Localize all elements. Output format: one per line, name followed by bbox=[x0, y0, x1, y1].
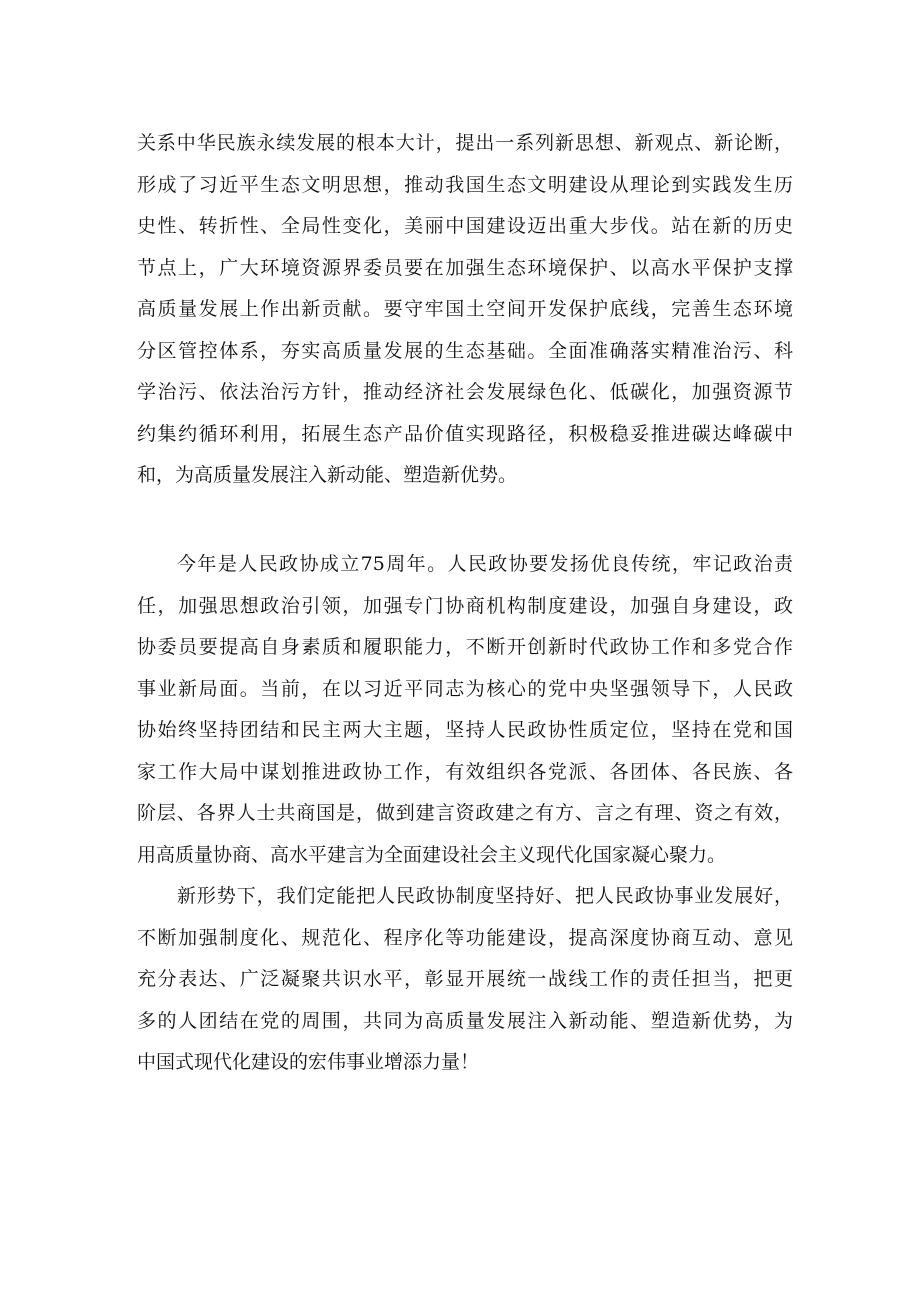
paragraph-2-line-4: 事业新局面。当前，在以习近平同志为核心的党中央坚强领导下，人民政 bbox=[137, 678, 793, 700]
paragraph-1-line-2: 形成了习近平生态文明思想，推动我国生态文明建设从理论到实践发生历 bbox=[137, 174, 793, 196]
paragraph-1-line-7: 学治污、依法治污方针，推动经济社会发展绿色化、低碳化，加强资源节 bbox=[137, 381, 793, 403]
paragraph-1-line-5: 高质量发展上作出新贡献。要守牢国土空间开发保护底线，完善生态环境 bbox=[137, 298, 793, 320]
paragraph-1-line-1: 关系中华民族永续发展的根本大计，提出一系列新思想、新观点、新论断， bbox=[137, 132, 793, 154]
paragraph-1-line-8: 约集约循环利用，拓展生态产品价值实现路径，积极稳妥推进碳达峰碳中 bbox=[137, 423, 793, 445]
paragraph-1-line-3: 史性、转折性、全局性变化，美丽中国建设迈出重大步伐。站在新的历史 bbox=[137, 215, 793, 237]
paragraph-2-line-8: 用高质量协商、高水平建言为全面建设社会主义现代化国家凝心聚力。 bbox=[137, 844, 727, 866]
paragraph-3-line-5: 中国式现代化建设的宏伟事业增添力量！ bbox=[137, 1051, 480, 1073]
paragraph-3-line-3: 充分表达、广泛凝聚共识水平，彰显开展统一战线工作的责任担当，把更 bbox=[137, 968, 793, 990]
paragraph-3-line-2: 不断加强制度化、规范化、程序化等功能建设，提高深度协商互动、意见 bbox=[137, 927, 793, 949]
paragraph-2-line-7: 阶层、各界人士共商国是，做到建言资政建之有方、言之有理、资之有效， bbox=[137, 802, 793, 824]
paragraph-2-line-5: 协始终坚持团结和民主两大主题，坚持人民政协性质定位，坚持在党和国 bbox=[137, 719, 793, 741]
paragraph-2-line-1: 今年是人民政协成立75周年。人民政协要发扬优良传统，牢记政治责 bbox=[177, 553, 793, 575]
paragraph-1-line-10 bbox=[137, 505, 793, 529]
paragraph-2-line-2: 任，加强思想政治引领，加强专门协商机构制度建设，加强自身建设，政 bbox=[137, 595, 793, 617]
paragraph-1-line-6: 分区管控体系，夯实高质量发展的生态基础。全面准确落实精准治污、科 bbox=[137, 340, 793, 362]
paragraph-1-line-9: 和，为高质量发展注入新动能、塑造新优势。 bbox=[137, 464, 518, 486]
paragraph-3-line-1: 新形势下，我们定能把人民政协制度坚持好、把人民政协事业发展好， bbox=[177, 885, 793, 907]
paragraph-2-line-3: 协委员要提高自身素质和履职能力，不断开创新时代政协工作和多党合作 bbox=[137, 636, 793, 658]
paragraph-3-line-4: 多的人团结在党的周围，共同为高质量发展注入新动能、塑造新优势，为 bbox=[137, 1010, 793, 1032]
paragraph-2-line-6: 家工作大局中谋划推进政协工作，有效组织各党派、各团体、各民族、各 bbox=[137, 761, 793, 783]
paragraph-1-line-4: 节点上，广大环境资源界委员要在加强生态环境保护、以高水平保护支撑 bbox=[137, 257, 793, 279]
